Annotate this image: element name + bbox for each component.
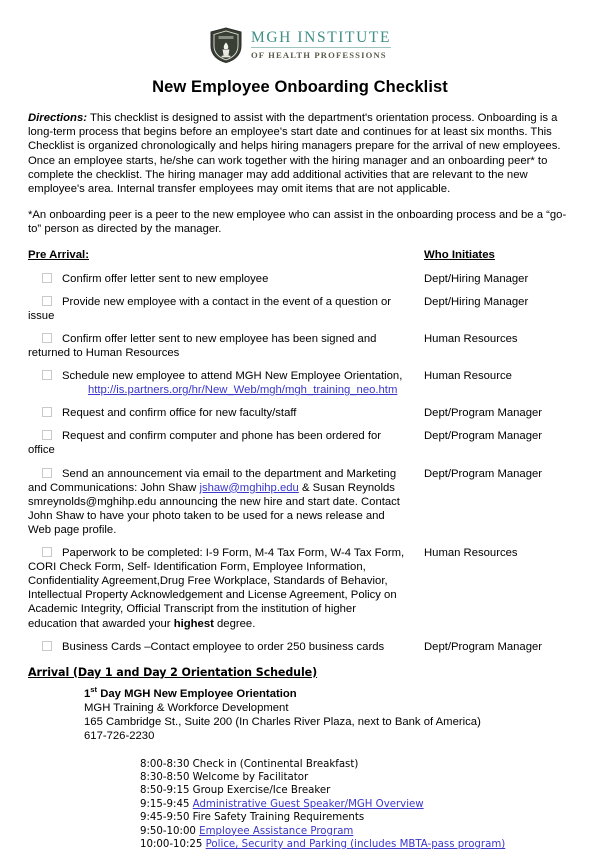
schedule-item — [140, 784, 572, 797]
checklist-task-text-part2: degree. — [214, 618, 255, 630]
page-title: New Employee Onboarding Checklist — [0, 78, 600, 97]
checklist-row[interactable] — [28, 640, 572, 654]
schedule-item — [140, 811, 572, 824]
checklist-owner: Dept/Hiring Manager — [424, 295, 584, 309]
schedule-item — [140, 798, 572, 811]
institution-logo — [0, 0, 600, 64]
pre-arrival-section-header — [28, 249, 572, 263]
checklist-task-text: Schedule new employee to attend MGH New Employee Orientation, — [62, 370, 402, 382]
directions-label: Directions: — [28, 112, 87, 124]
checklist-owner: Human Resources — [424, 546, 584, 560]
orientation-address: 165 Cambridge St., Suite 200 (In Charles River Plaza, next to Bank of America) — [84, 715, 572, 729]
checklist-row[interactable] — [28, 406, 572, 420]
checklist-owner: Dept/Program Manager — [424, 640, 584, 654]
schedule-time: 9:45-9:50 — [140, 812, 193, 823]
schedule-time: 8:00-8:30 — [140, 759, 193, 770]
schedule-link-employee-assistance[interactable]: Employee Assistance Program — [199, 826, 353, 837]
checklist-row[interactable] — [28, 295, 572, 323]
schedule-item — [140, 838, 572, 851]
schedule-label: Group Exercise/Ice Breaker — [193, 785, 331, 796]
checklist-row[interactable] — [28, 369, 572, 397]
schedule-time: 9:50-10:00 — [140, 826, 199, 837]
checkbox[interactable] — [42, 547, 52, 557]
pre-arrival-label: Pre Arrival: — [28, 249, 89, 261]
checklist-row[interactable] — [28, 272, 572, 286]
checklist-owner: Dept/Program Manager — [424, 406, 584, 420]
orientation-schedule — [28, 758, 572, 851]
checklist-task — [28, 467, 408, 537]
checkbox[interactable] — [42, 370, 52, 380]
orientation-phone: 617-726-2230 — [84, 729, 572, 743]
checklist-owner: Dept/Hiring Manager — [424, 272, 584, 286]
orientation-organization: MGH Training & Workforce Development — [84, 701, 572, 715]
logo-line-health-professions: OF HEALTH PROFESSIONS — [251, 51, 387, 60]
checklist-task-text-part1: Paperwork to be completed: I-9 Form, M-4 Tax Form, W-4 Tax Form, CORI Check Form, Self- Identification Form, Employee Information, Confidentiality Agreement,Drug Free Workplace, Standards of Behavior, Intellectual Property Acknowledgement and License Agreement, Policy on Academic Integrity, Official Transcript from the institution of higher education that awarded your — [28, 547, 404, 629]
schedule-time: 9:15-9:45 — [140, 799, 193, 810]
day-ordinal-suffix: st — [90, 685, 97, 694]
logo-line-institute: MGH INSTITUTE — [251, 30, 391, 49]
checklist-task — [28, 369, 408, 397]
schedule-label: Fire Safety Training Requirements — [193, 812, 365, 823]
who-initiates-label: Who Initiates — [424, 249, 495, 261]
schedule-time: 8:30-8:50 — [140, 772, 193, 783]
checklist-row[interactable] — [28, 546, 572, 631]
onboarding-peer-footnote: *An onboarding peer is a peer to the new employee who can assist in the onboarding process and be a “go-to” person as directed by the manager. — [28, 208, 572, 236]
orientation-details — [28, 687, 572, 744]
checkbox[interactable] — [42, 333, 52, 343]
schedule-link-police-security-parking[interactable]: Police, Security and Parking (includes MBTA-pass program) — [206, 839, 506, 850]
schedule-item — [140, 825, 572, 838]
logo-wordmark — [251, 30, 391, 60]
checklist-row[interactable] — [28, 467, 572, 537]
checkbox[interactable] — [42, 468, 52, 478]
checklist-task: Request and confirm computer and phone has been ordered for office — [28, 429, 408, 457]
schedule-label: Welcome by Facilitator — [193, 772, 308, 783]
schedule-time: 10:00-10:25 — [140, 839, 206, 850]
day-number: 1 — [84, 688, 90, 700]
shield-lamp-emblem-icon — [209, 26, 243, 64]
checklist-task: Confirm offer letter sent to new employee has been signed and returned to Human Resources — [28, 332, 408, 360]
checklist-row[interactable] — [28, 429, 572, 457]
day-title-rest: Day MGH New Employee Orientation — [97, 688, 297, 700]
schedule-link-guest-speaker[interactable]: Administrative Guest Speaker/MGH Overview — [193, 799, 424, 810]
checkbox[interactable] — [42, 430, 52, 440]
schedule-item — [140, 771, 572, 784]
document-body — [0, 111, 600, 851]
checklist-task-text-part1: Send an announcement via email to the department and Marketing and Communications: John Shaw — [28, 468, 396, 494]
checklist-task — [28, 546, 408, 631]
checklist-owner: Dept/Program Manager — [424, 429, 584, 443]
checklist-owner: Human Resource — [424, 369, 584, 383]
checklist-owner: Dept/Program Manager — [424, 467, 584, 481]
checklist-task: Business Cards –Contact employee to order 250 business cards — [28, 640, 408, 654]
checklist-task: Confirm offer letter sent to new employee — [28, 272, 408, 286]
schedule-item — [140, 758, 572, 771]
checkbox[interactable] — [42, 641, 52, 651]
neo-schedule-link[interactable]: http://is.partners.org/hr/New_Web/mgh/mgh_training_neo.htm — [28, 383, 408, 397]
checklist-row[interactable] — [28, 332, 572, 360]
emphasis-highest: highest — [174, 618, 214, 630]
checklist-task: Request and confirm office for new faculty/staff — [28, 406, 408, 420]
checklist-owner: Human Resources — [424, 332, 584, 346]
arrival-section-header: Arrival (Day 1 and Day 2 Orientation Schedule) — [28, 666, 572, 679]
schedule-time: 8:50-9:15 — [140, 785, 193, 796]
checkbox[interactable] — [42, 296, 52, 306]
checkbox[interactable] — [42, 407, 52, 417]
directions-paragraph — [28, 111, 572, 196]
jshaw-email-link[interactable]: jshaw@mghihp.edu — [199, 482, 298, 494]
day-one-title — [84, 687, 572, 701]
checklist-task-text-part2: & Susan Reynolds smreynolds@mghihp.edu announcing the new hire and start date. Contact John Shaw to have your photo taken to be used for a news release and Web page profile. — [28, 482, 400, 536]
checklist-task: Provide new employee with a contact in the event of a question or issue — [28, 295, 408, 323]
directions-text: This checklist is designed to assist with the department's orientation process. Onboarding is a long-term process that begins before an employee's start date and continues for at least six months. This Checklist is organized chronologically and helps hiring managers prepare for the arrival of new employees. Once an employee starts, he/she can work together with the hiring manager and an onboarding peer* to complete the checklist. The hiring manager may add additional activities that are relevant to the new employee's area. Internal transfer employees may omit items that are not applicable. — [28, 112, 561, 195]
schedule-label: Check in (Continental Breakfast) — [193, 759, 359, 770]
checkbox[interactable] — [42, 273, 52, 283]
